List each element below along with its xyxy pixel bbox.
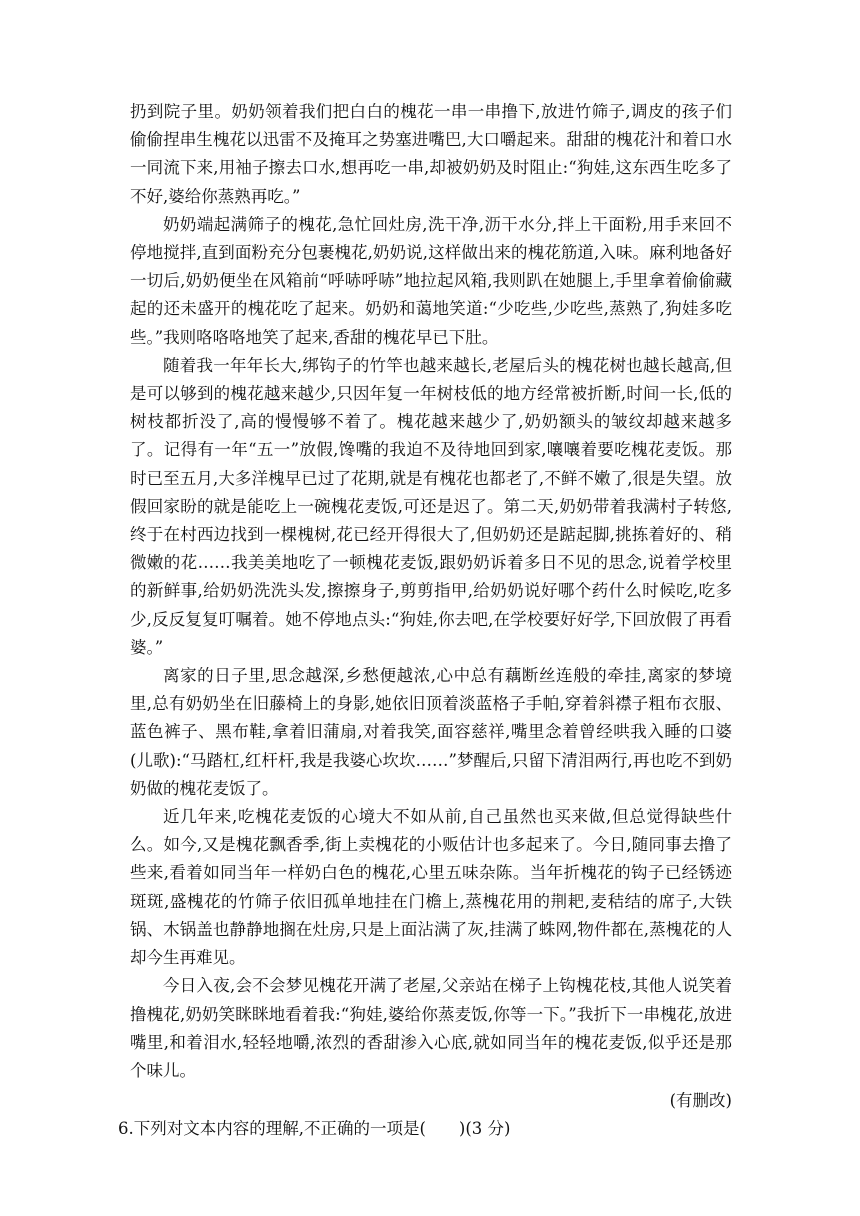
source-note: (有删改) xyxy=(669,1091,732,1111)
paragraph-2: 奶奶端起满筛子的槐花,急忙回灶房,洗干净,沥干水分,拌上干面粉,用手来回不停地搅拌,直到面粉充分包裹槐花,奶奶说,这样做出来的槐花筋道,入味。麻利地备好一切后,奶奶便坐在风箱前“呼哧呼哧”地拉起风箱,我则趴在她腿上,手里拿着偷偷藏起的还未盛开的槐花吃了起来。奶奶和蔼地笑道:“少吃些,少吃些,蒸熟了,狗娃多吃些。”我则咯咯咯地笑了起来,香甜的槐花早已下肚。 xyxy=(130,214,732,347)
document-page xyxy=(118,98,732,1144)
paragraph-1: 扔到院子里。奶奶领着我们把白白的槐花一串一串撸下,放进竹筛子,调皮的孩子们偷偷捏串生槐花以迅雷不及掩耳之势塞进嘴巴,大口嚼起来。甜甜的槐花汁和着口水一同流下来,用袖子擦去口水,想再吃一串,却被奶奶及时阻止:“狗娃,这东西生吃多了不好,婆给你蒸熟再吃。” xyxy=(130,102,732,206)
paragraph-6: 今日入夜,会不会梦见槐花开满了老屋,父亲站在梯子上钩槐花枝,其他人说笑着撸槐花,奶奶笑眯眯地看着我:“狗娃,婆给你蒸麦饭,你等一下。”我折下一串槐花,放进嘴里,和着泪水,轻轻地嚼,浓烈的香甜渗入心底,就如同当年的槐花麦饭,似乎还是那个味儿。 xyxy=(130,976,732,1080)
paragraph-3: 随着我一年年长大,绑钩子的竹竿也越来越长,老屋后头的槐花树也越长越高,但是可以够到的槐花越来越少,只因年复一年树枝低的地方经常被折断,时间一长,低的树枝都折没了,高的慢慢够不着了。槐花越来越少了,奶奶额头的皱纹却越来越多了。记得有一年“五一”放假,馋嘴的我迫不及待地回到家,嚷嚷着要吃槐花麦饭。那时已至五月,大多洋槐早已过了花期,就是有槐花也都老了,不鲜不嫩了,很是失望。放假回家盼的就是能吃上一碗槐花麦饭,可还是迟了。第二天,奶奶带着我满村子转悠,终于在村西边找到一棵槐树,花已经开得很大了,但奶奶还是踮起脚,挑拣着好的、稍微嫩的花……我美美地吃了一顿槐花麦饭,跟奶奶诉着多日不见的思念,说着学校里的新鲜事,给奶奶洗洗头发,擦擦身子,剪剪指甲,给奶奶说好哪个药什么时候吃,吃多少,反反复复叮嘱着。她不停地点头:“狗娃,你去吧,在学校要好好学,下回放假了再看婆。” xyxy=(130,355,732,657)
question-6: 6.下列对文本内容的理解,不正确的一项是( )(3 分) xyxy=(118,1119,511,1139)
paragraph-4: 离家的日子里,思念越深,乡愁便越浓,心中总有藕断丝连般的牵挂,离家的梦境里,总有奶奶坐在旧藤椅上的身影,她依旧顶着淡蓝格子手帕,穿着斜襟子粗布衣服、蓝色裤子、黑布鞋,拿着旧蒲扇,对着我笑,面容慈祥,嘴里念着曾经哄我入睡的口婆(儿歌):“马踏杠,红杆杆,我是我婆心坎坎……”梦醒后,只留下清泪两行,再也吃不到奶奶做的槐花麦饭了。 xyxy=(130,666,732,798)
paragraph-5: 近几年来,吃槐花麦饭的心境大不如从前,自己虽然也买来做,但总觉得缺些什么。如今,又是槐花飘香季,街上卖槐花的小贩估计也多起来了。今日,随同事去撸了些来,看着如同当年一样奶白色的槐花,心里五味杂陈。当年折槐花的钩子已经锈迹斑斑,盛槐花的竹筛子依旧孤单地挂在门檐上,蒸槐花用的荆耙,麦秸结的席子,大铁锅、木锅盖也静静地搁在灶房,只是上面沾满了灰,挂满了蛛网,物件都在,蒸槐花的人却今生再难见。 xyxy=(130,807,732,968)
